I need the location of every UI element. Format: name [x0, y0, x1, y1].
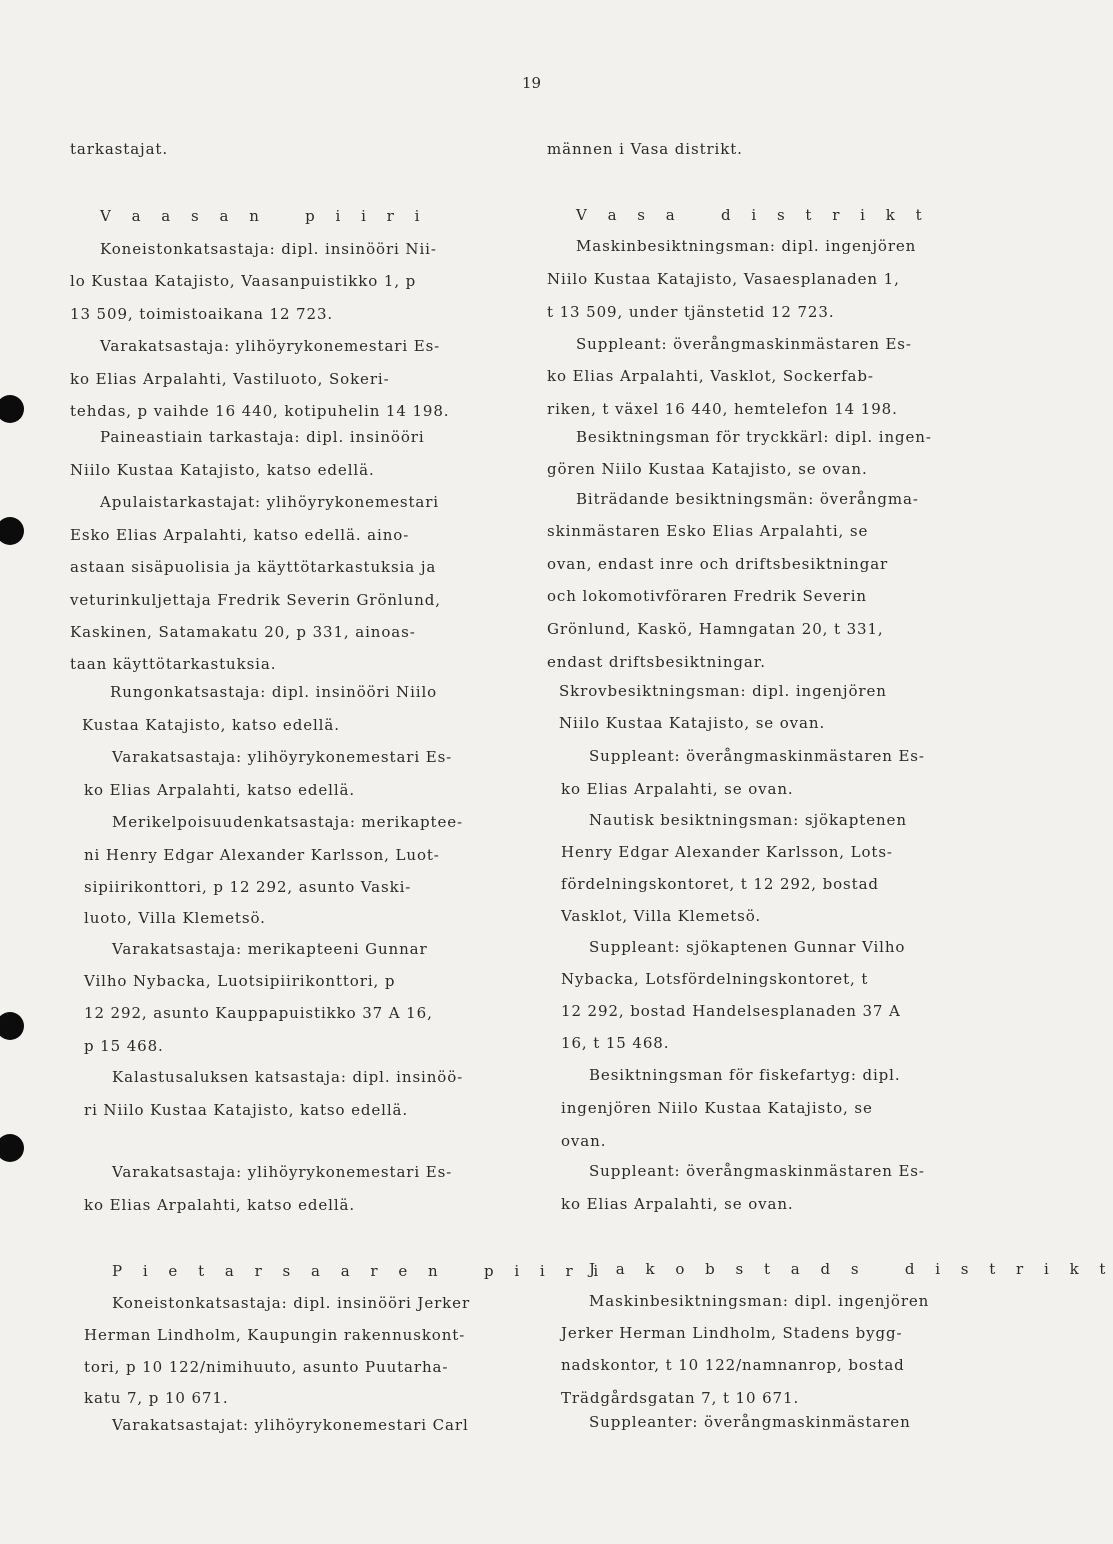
- text-line: Vasklot, Villa Klemetsö.: [561, 907, 762, 925]
- text-line: ko Elias Arpalahti, Vasklot, Sockerfab-: [547, 367, 874, 385]
- text-line: Skrovbesiktningsman: dipl. ingenjören: [559, 682, 887, 700]
- text-line: Nautisk besiktningsman: sjökaptenen: [589, 811, 907, 829]
- text-line: 16, t 15 468.: [561, 1034, 670, 1052]
- text-line: ko Elias Arpalahti, se ovan.: [561, 780, 794, 798]
- text-line: skinmästaren Esko Elias Arpalahti, se: [547, 522, 869, 540]
- text-line: Herman Lindholm, Kaupungin rakennuskont-: [84, 1326, 466, 1344]
- text-line: Nybacka, Lotsfördelningskontoret, t: [561, 970, 869, 988]
- text-line: 12 292, asunto Kauppapuistikko 37 A 16,: [84, 1004, 433, 1022]
- page-number: 19: [522, 74, 542, 92]
- text-line: Suppleant: överångmaskinmästaren Es-: [589, 1162, 925, 1180]
- text-line: Varakatsastaja: ylihöyrykonemestari Es-: [112, 748, 453, 766]
- text-line: Besiktningsman för tryckkärl: dipl. ingen-: [576, 428, 932, 446]
- text-line: ovan.: [561, 1132, 607, 1150]
- text-line: Varakatsastaja: ylihöyrykonemestari Es-: [112, 1163, 453, 1181]
- text-line: Kalastusaluksen katsastaja: dipl. insinöö-: [112, 1068, 464, 1086]
- text-line: tarkastajat.: [70, 140, 169, 158]
- text-line: Suppleant: överångmaskinmästaren Es-: [589, 747, 925, 765]
- text-line: Paineastiain tarkastaja: dipl. insinööri: [100, 428, 425, 446]
- text-line: Niilo Kustaa Katajisto, Vasaesplanaden 1,: [547, 270, 900, 288]
- text-line: fördelningskontoret, t 12 292, bostad: [561, 875, 879, 893]
- text-line: Varakatsastajat: ylihöyrykonemestari Carl: [112, 1416, 469, 1434]
- text-line: ri Niilo Kustaa Katajisto, katso edellä.: [84, 1101, 409, 1119]
- text-line: Henry Edgar Alexander Karlsson, Lots-: [561, 843, 893, 861]
- text-line: Suppleant: överångmaskinmästaren Es-: [576, 335, 912, 353]
- text-line: t 13 509, under tjänstetid 12 723.: [547, 303, 835, 321]
- text-line: Trädgårdsgatan 7, t 10 671.: [561, 1389, 800, 1407]
- text-line: sipiirikonttori, p 12 292, asunto Vaski-: [84, 878, 412, 896]
- punch-hole-icon: [0, 1134, 24, 1162]
- section-heading: V a a s a n p i i r i: [100, 207, 428, 225]
- text-line: Merikelpoisuudenkatsastaja: merikaptee-: [112, 813, 463, 831]
- punch-hole-icon: [0, 517, 24, 545]
- text-line: veturinkuljettaja Fredrik Severin Grönlund,: [70, 591, 441, 609]
- text-line: astaan sisäpuolisia ja käyttötarkastuksia ja: [70, 558, 437, 576]
- text-line: och lokomotivföraren Fredrik Severin: [547, 587, 867, 605]
- text-line: Kustaa Katajisto, katso edellä.: [82, 716, 340, 734]
- text-line: Maskinbesiktningsman: dipl. ingenjören: [576, 237, 917, 255]
- text-line: Suppleant: sjökaptenen Gunnar Vilho: [589, 938, 906, 956]
- text-line: 13 509, toimistoaikana 12 723.: [70, 305, 334, 323]
- text-line: Suppleanter: överångmaskinmästaren: [589, 1413, 911, 1431]
- text-line: ko Elias Arpalahti, se ovan.: [561, 1195, 794, 1213]
- section-heading: J a k o b s t a d s d i s t r i k t: [589, 1260, 1113, 1278]
- text-line: tehdas, p vaihde 16 440, kotipuhelin 14 198.: [70, 402, 450, 420]
- text-line: nadskontor, t 10 122/namnanrop, bostad: [561, 1356, 905, 1374]
- text-line: Grönlund, Kaskö, Hamngatan 20, t 331,: [547, 620, 884, 638]
- text-line: Maskinbesiktningsman: dipl. ingenjören: [589, 1292, 930, 1310]
- section-heading: V a s a d i s t r i k t: [576, 206, 930, 224]
- text-line: Esko Elias Arpalahti, katso edellä. aino-: [70, 526, 410, 544]
- text-line: Rungonkatsastaja: dipl. insinööri Niilo: [110, 683, 438, 701]
- text-line: riken, t växel 16 440, hemtelefon 14 198.: [547, 400, 898, 418]
- text-line: Niilo Kustaa Katajisto, katso edellä.: [70, 461, 375, 479]
- text-line: Koneistonkatsastaja: dipl. insinööri Jerker: [112, 1294, 471, 1312]
- text-line: taan käyttötarkastuksia.: [70, 655, 277, 673]
- text-line: endast driftsbesiktningar.: [547, 653, 766, 671]
- text-line: Niilo Kustaa Katajisto, se ovan.: [559, 714, 826, 732]
- text-line: Jerker Herman Lindholm, Stadens bygg-: [561, 1324, 903, 1342]
- text-line: Varakatsastaja: merikapteeni Gunnar: [112, 940, 428, 958]
- text-line: ingenjören Niilo Kustaa Katajisto, se: [561, 1099, 873, 1117]
- text-line: p 15 468.: [84, 1037, 164, 1055]
- text-line: lo Kustaa Katajisto, Vaasanpuistikko 1, p: [70, 272, 417, 290]
- text-line: Vilho Nybacka, Luotsipiirikonttori, p: [84, 972, 396, 990]
- text-line: Biträdande besiktningsmän: överångma-: [576, 490, 919, 508]
- text-line: ni Henry Edgar Alexander Karlsson, Luot-: [84, 846, 440, 864]
- text-line: ovan, endast inre och driftsbesiktningar: [547, 555, 889, 573]
- text-line: tori, p 10 122/nimihuuto, asunto Puutarha-: [84, 1358, 449, 1376]
- text-line: Koneistonkatsastaja: dipl. insinööri Nii-: [100, 240, 437, 258]
- text-line: Varakatsastaja: ylihöyrykonemestari Es-: [100, 337, 441, 355]
- text-line: katu 7, p 10 671.: [84, 1389, 229, 1407]
- text-line: männen i Vasa distrikt.: [547, 140, 743, 158]
- text-line: ko Elias Arpalahti, katso edellä.: [84, 781, 356, 799]
- section-heading: P i e t a r s a a r e n p i i r i: [112, 1262, 607, 1280]
- text-line: Kaskinen, Satamakatu 20, p 331, ainoas-: [70, 623, 416, 641]
- text-line: 12 292, bostad Handelsesplanaden 37 A: [561, 1002, 901, 1020]
- text-line: gören Niilo Kustaa Katajisto, se ovan.: [547, 460, 868, 478]
- text-line: luoto, Villa Klemetsö.: [84, 909, 266, 927]
- text-line: ko Elias Arpalahti, katso edellä.: [84, 1196, 356, 1214]
- text-line: Besiktningsman för fiskefartyg: dipl.: [589, 1066, 901, 1084]
- punch-hole-icon: [0, 395, 24, 423]
- text-line: ko Elias Arpalahti, Vastiluoto, Sokeri-: [70, 370, 390, 388]
- text-line: Apulaistarkastajat: ylihöyrykonemestari: [100, 493, 439, 511]
- punch-hole-icon: [0, 1012, 24, 1040]
